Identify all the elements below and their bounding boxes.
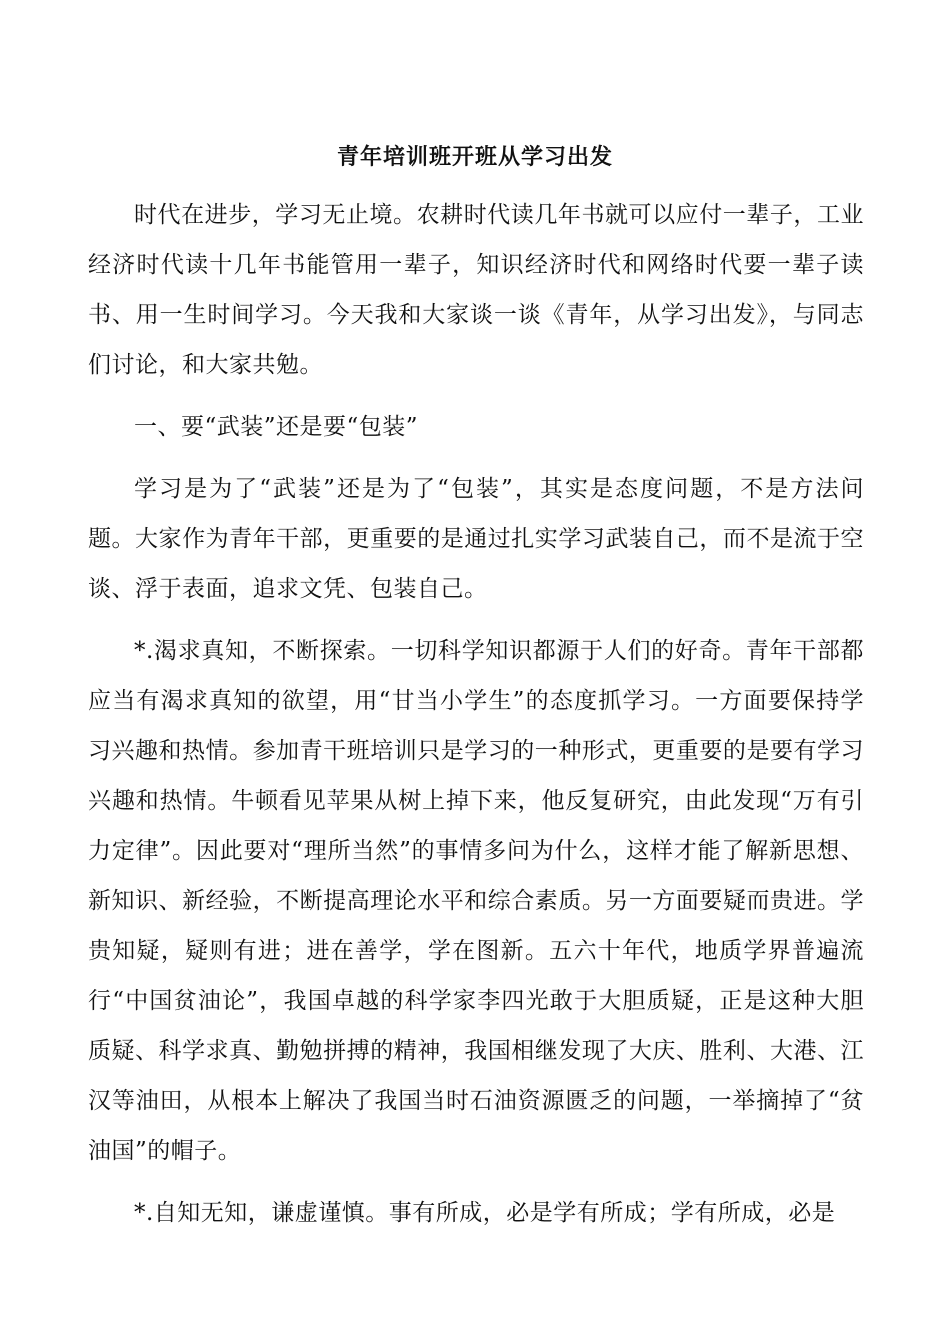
section-heading: 一、要“武装”还是要“包装” bbox=[134, 414, 419, 440]
body-paragraph: *.渴求真知，不断探索。一切科学知识都源于人们的好奇。青年干部都应当有渴求真知的欲望，用“甘当小学生”的态度抓学习。一方面要保持学习兴趣和热情。参加青干班培训只是学习的一种形式，更重要的是要有学习兴趣和热情。牛顿看见苹果从树上掉下来，他反复研究，由此发现“万有引力定律”。因此要对“理所当然”的事情多问为什么，这样才能了解新思想、新知识、新经验，不断提高理论水平和综合素质。另一方面要疑而贵进。学贵知疑，疑则有进；进在善学，学在图新。五六十年代，地质学界普遍流行“中国贫油论”，我国卓越的科学家李四光敢于大胆质疑，正是这种大胆质疑、科学求真、勤勉拼搏的精神，我国相继发现了大庆、胜利、大港、江汉等油田，从根本上解决了我国当时石油资源匮乏的问题，一举摘掉了“贫油国”的帽子。 bbox=[88, 638, 864, 1164]
document-title: 青年培训班开班从学习出发 bbox=[336, 144, 613, 170]
intro-paragraph: 时代在进步，学习无止境。农耕时代读几年书就可以应付一辈子，工业经济时代读十几年书能管用一辈子，知识经济时代和网络时代要一辈子读书、用一生时间学习。今天我和大家谈一谈《青年，从学习出发》，与同志们讨论，和大家共勉。 bbox=[88, 202, 864, 378]
document-body bbox=[88, 190, 864, 1250]
body-paragraph: *.自知无知，谦虚谨慎。事有所成，必是学有所成；学有所成，必是 bbox=[134, 1200, 836, 1226]
body-paragraph: 学习是为了“武装”还是为了“包装”，其实是态度问题，不是方法问题。大家作为青年干部，更重要的是通过扎实学习武装自己，而不是流于空谈、浮于表面，追求文凭、包装自己。 bbox=[88, 476, 864, 602]
